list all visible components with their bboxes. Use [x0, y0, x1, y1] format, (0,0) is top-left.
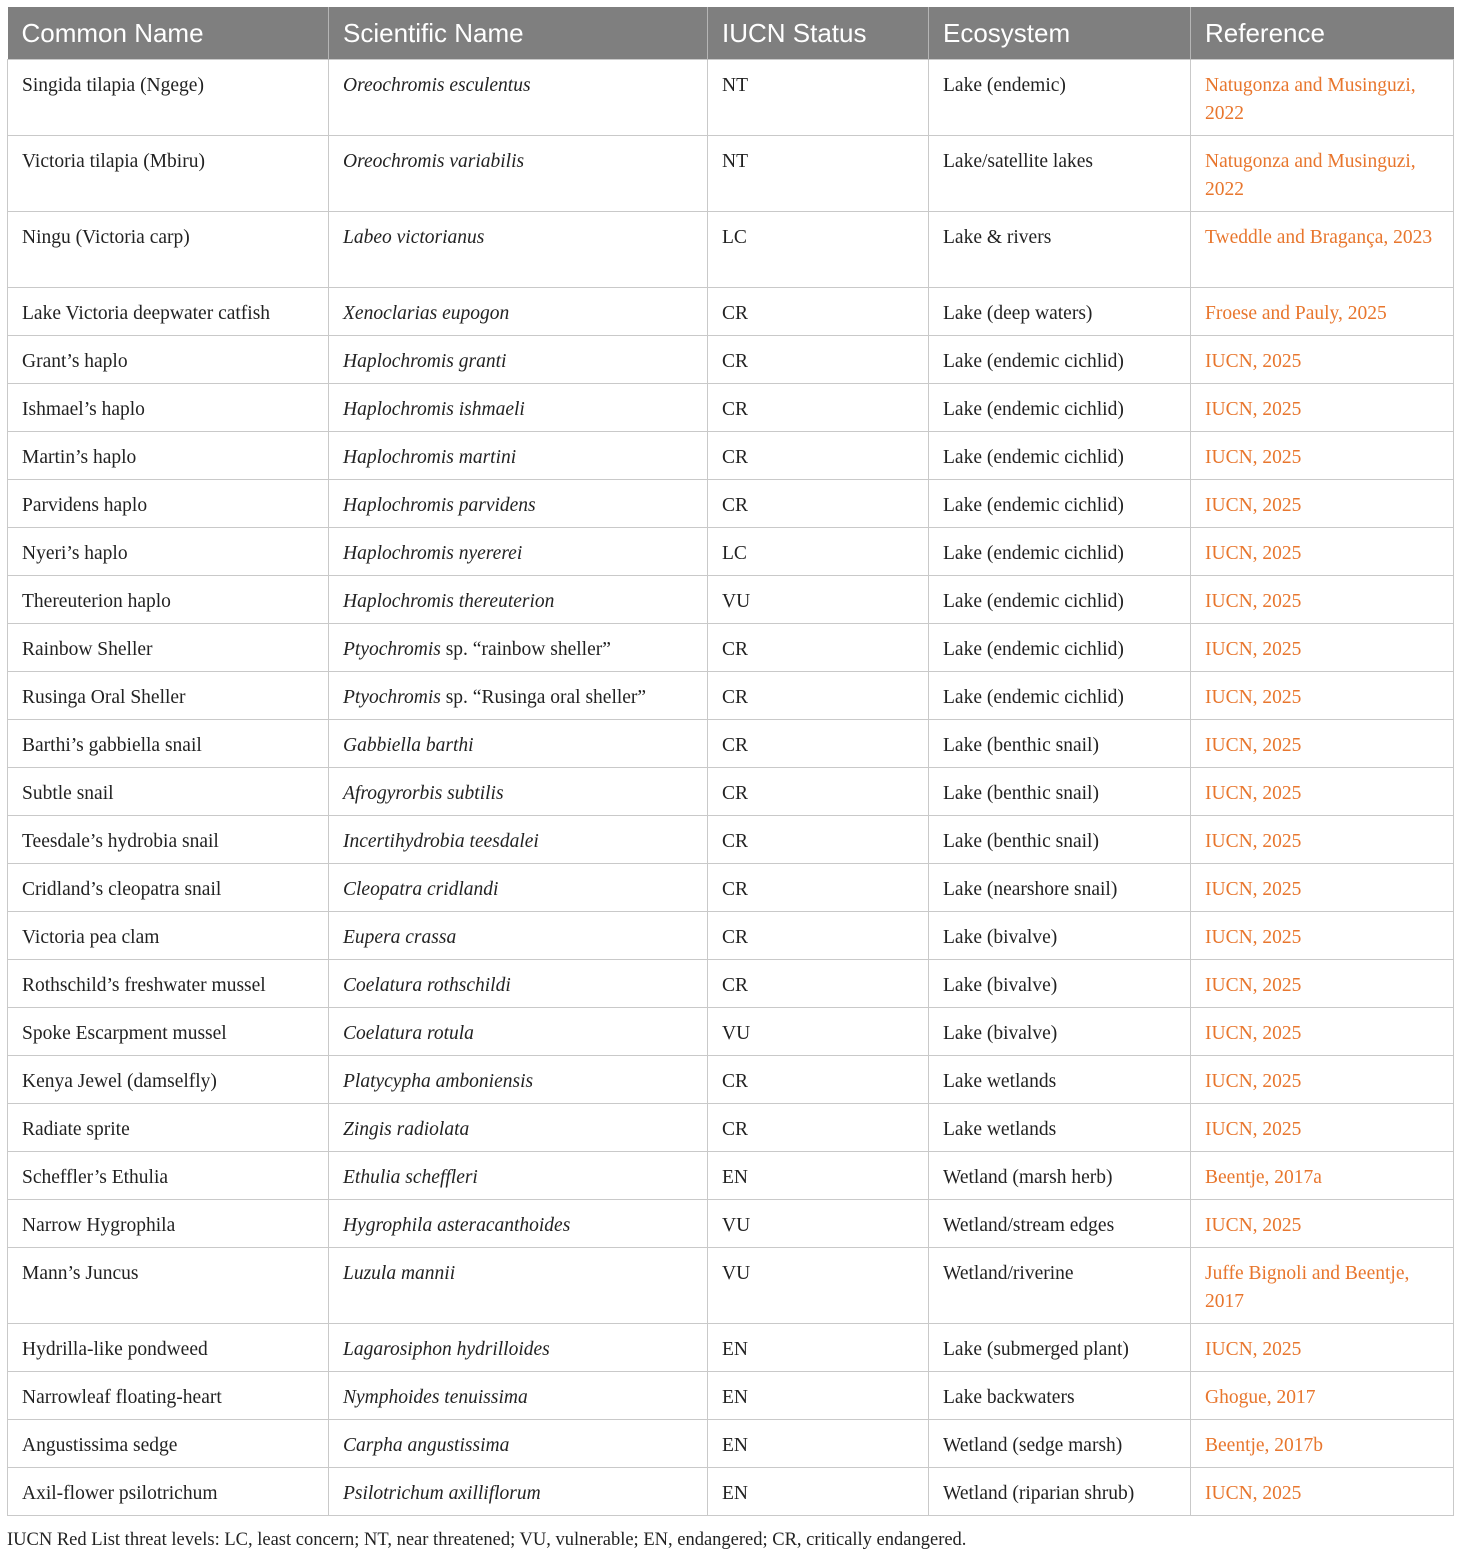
- common-name-cell: Grant’s haplo: [8, 336, 329, 384]
- scientific-name-text: Labeo victorianus: [343, 227, 485, 248]
- iucn-status-cell: EN: [708, 1372, 929, 1420]
- scientific-name-cell: [329, 1200, 708, 1248]
- iucn-status-cell: CR: [708, 912, 929, 960]
- scientific-name-cell: [329, 1372, 708, 1420]
- header-ecosystem: Ecosystem: [929, 7, 1191, 60]
- common-name-cell: Mann’s Juncus: [8, 1248, 329, 1324]
- reference-link[interactable]: Froese and Pauly, 2025: [1191, 288, 1454, 336]
- scientific-name-text: Haplochromis thereuterion: [343, 591, 555, 612]
- ecosystem-cell: Lake (endemic cichlid): [929, 480, 1191, 528]
- reference-link[interactable]: IUCN, 2025: [1191, 672, 1454, 720]
- iucn-status-cell: NT: [708, 136, 929, 212]
- iucn-status-cell: CR: [708, 864, 929, 912]
- reference-link[interactable]: IUCN, 2025: [1191, 960, 1454, 1008]
- table-row: [8, 336, 1454, 384]
- iucn-status-cell: EN: [708, 1324, 929, 1372]
- table-row: [8, 624, 1454, 672]
- ecosystem-cell: Lake (benthic snail): [929, 768, 1191, 816]
- table-row: [8, 136, 1454, 212]
- reference-link[interactable]: IUCN, 2025: [1191, 720, 1454, 768]
- common-name-cell: Narrowleaf floating-heart: [8, 1372, 329, 1420]
- scientific-name-cell: [329, 960, 708, 1008]
- table-row: [8, 912, 1454, 960]
- table-row: [8, 1008, 1454, 1056]
- scientific-name-cell: [329, 212, 708, 288]
- common-name-cell: Axil-flower psilotrichum: [8, 1468, 329, 1516]
- reference-link[interactable]: IUCN, 2025: [1191, 768, 1454, 816]
- reference-link[interactable]: IUCN, 2025: [1191, 1468, 1454, 1516]
- reference-link[interactable]: IUCN, 2025: [1191, 336, 1454, 384]
- scientific-name-cell: [329, 1104, 708, 1152]
- table-row: [8, 212, 1454, 288]
- iucn-status-cell: EN: [708, 1152, 929, 1200]
- ecosystem-cell: Lake (endemic cichlid): [929, 528, 1191, 576]
- common-name-cell: Angustissima sedge: [8, 1420, 329, 1468]
- scientific-name-text: Hygrophila asteracanthoides: [343, 1215, 571, 1236]
- scientific-name-qualifier: sp. “rainbow sheller”: [440, 639, 611, 660]
- scientific-name-qualifier: sp. “Rusinga oral sheller”: [440, 687, 647, 708]
- reference-link[interactable]: IUCN, 2025: [1191, 576, 1454, 624]
- iucn-status-cell: CR: [708, 768, 929, 816]
- iucn-status-cell: CR: [708, 672, 929, 720]
- scientific-name-text: Lagarosiphon hydrilloides: [343, 1339, 550, 1360]
- scientific-name-text: Psilotrichum axilliflorum: [343, 1483, 541, 1504]
- common-name-cell: Teesdale’s hydrobia snail: [8, 816, 329, 864]
- ecosystem-cell: Lake wetlands: [929, 1056, 1191, 1104]
- ecosystem-cell: Lake (bivalve): [929, 1008, 1191, 1056]
- table-footnote: IUCN Red List threat levels: LC, least concern; NT, near threatened; VU, vulnerable; EN, endangered; CR, critically endangered.: [7, 1530, 967, 1550]
- iucn-status-cell: CR: [708, 816, 929, 864]
- common-name-cell: Singida tilapia (Ngege): [8, 60, 329, 136]
- ecosystem-cell: Lake (endemic cichlid): [929, 672, 1191, 720]
- reference-link[interactable]: IUCN, 2025: [1191, 912, 1454, 960]
- table-header-row: [8, 7, 1454, 60]
- table-row: [8, 1200, 1454, 1248]
- iucn-status-cell: NT: [708, 60, 929, 136]
- ecosystem-cell: Lake (bivalve): [929, 960, 1191, 1008]
- reference-link[interactable]: IUCN, 2025: [1191, 1104, 1454, 1152]
- ecosystem-cell: Lake (benthic snail): [929, 720, 1191, 768]
- scientific-name-cell: [329, 1468, 708, 1516]
- reference-link[interactable]: Ghogue, 2017: [1191, 1372, 1454, 1420]
- scientific-name-text: Incertihydrobia teesdalei: [343, 831, 539, 852]
- scientific-name-text: Cleopatra cridlandi: [343, 879, 499, 900]
- scientific-name-cell: [329, 576, 708, 624]
- iucn-status-cell: VU: [708, 1200, 929, 1248]
- table-row: [8, 1324, 1454, 1372]
- ecosystem-cell: Wetland/riverine: [929, 1248, 1191, 1324]
- table-row: [8, 864, 1454, 912]
- iucn-status-cell: CR: [708, 624, 929, 672]
- common-name-cell: Ishmael’s haplo: [8, 384, 329, 432]
- common-name-cell: Victoria pea clam: [8, 912, 329, 960]
- common-name-cell: Nyeri’s haplo: [8, 528, 329, 576]
- common-name-cell: Ningu (Victoria carp): [8, 212, 329, 288]
- scientific-name-cell: [329, 816, 708, 864]
- scientific-name-cell: [329, 720, 708, 768]
- common-name-cell: Rusinga Oral Sheller: [8, 672, 329, 720]
- ecosystem-cell: Lake (endemic cichlid): [929, 336, 1191, 384]
- ecosystem-cell: Lake (endemic cichlid): [929, 576, 1191, 624]
- ecosystem-cell: Lake (submerged plant): [929, 1324, 1191, 1372]
- scientific-name-cell: [329, 768, 708, 816]
- scientific-name-cell: [329, 480, 708, 528]
- reference-link[interactable]: Beentje, 2017b: [1191, 1420, 1454, 1468]
- scientific-name-cell: [329, 912, 708, 960]
- iucn-status-cell: CR: [708, 1104, 929, 1152]
- table-row: [8, 60, 1454, 136]
- iucn-status-cell: CR: [708, 960, 929, 1008]
- scientific-name-cell: [329, 528, 708, 576]
- ecosystem-cell: Lake/satellite lakes: [929, 136, 1191, 212]
- iucn-status-cell: CR: [708, 480, 929, 528]
- scientific-name-text: Gabbiella barthi: [343, 735, 474, 756]
- common-name-cell: Thereuterion haplo: [8, 576, 329, 624]
- scientific-name-text: Afrogyrorbis subtilis: [343, 783, 504, 804]
- scientific-name-text: Eupera crassa: [343, 927, 457, 948]
- iucn-status-cell: EN: [708, 1420, 929, 1468]
- table-row: [8, 816, 1454, 864]
- reference-link[interactable]: Juffe Bignoli and Beentje, 2017: [1191, 1248, 1454, 1324]
- common-name-cell: Victoria tilapia (Mbiru): [8, 136, 329, 212]
- table-row: [8, 432, 1454, 480]
- scientific-name-text: Zingis radiolata: [343, 1119, 470, 1140]
- table-row: [8, 1248, 1454, 1324]
- table-row: [8, 480, 1454, 528]
- reference-link[interactable]: Beentje, 2017a: [1191, 1152, 1454, 1200]
- ecosystem-cell: Lake (nearshore snail): [929, 864, 1191, 912]
- iucn-status-cell: EN: [708, 1468, 929, 1516]
- scientific-name-cell: [329, 60, 708, 136]
- reference-link[interactable]: IUCN, 2025: [1191, 432, 1454, 480]
- common-name-cell: Parvidens haplo: [8, 480, 329, 528]
- common-name-cell: Lake Victoria deepwater catfish: [8, 288, 329, 336]
- scientific-name-cell: [329, 864, 708, 912]
- ecosystem-cell: Lake & rivers: [929, 212, 1191, 288]
- reference-link[interactable]: IUCN, 2025: [1191, 864, 1454, 912]
- reference-link[interactable]: IUCN, 2025: [1191, 1200, 1454, 1248]
- species-table: [7, 7, 1454, 1516]
- ecosystem-cell: Lake backwaters: [929, 1372, 1191, 1420]
- reference-link[interactable]: Tweddle and Bragança, 2023: [1191, 212, 1454, 288]
- scientific-name-cell: [329, 432, 708, 480]
- table-row: [8, 1056, 1454, 1104]
- ecosystem-cell: Lake (endemic cichlid): [929, 432, 1191, 480]
- reference-link[interactable]: IUCN, 2025: [1191, 1008, 1454, 1056]
- scientific-name-cell: [329, 136, 708, 212]
- ecosystem-cell: Lake (deep waters): [929, 288, 1191, 336]
- ecosystem-cell: Lake wetlands: [929, 1104, 1191, 1152]
- table-row: [8, 1420, 1454, 1468]
- scientific-name-text: Oreochromis esculentus: [343, 75, 531, 96]
- common-name-cell: Kenya Jewel (damselfly): [8, 1056, 329, 1104]
- ecosystem-cell: Wetland/stream edges: [929, 1200, 1191, 1248]
- scientific-name-cell: [329, 384, 708, 432]
- common-name-cell: Narrow Hygrophila: [8, 1200, 329, 1248]
- scientific-name-cell: [329, 624, 708, 672]
- ecosystem-cell: Wetland (marsh herb): [929, 1152, 1191, 1200]
- ecosystem-cell: Lake (endemic cichlid): [929, 384, 1191, 432]
- iucn-status-cell: LC: [708, 212, 929, 288]
- common-name-cell: Hydrilla-like pondweed: [8, 1324, 329, 1372]
- header-iucn-status: IUCN Status: [708, 7, 929, 60]
- table-row: [8, 384, 1454, 432]
- table-row: [8, 960, 1454, 1008]
- table-row: [8, 528, 1454, 576]
- iucn-status-cell: VU: [708, 576, 929, 624]
- reference-link[interactable]: IUCN, 2025: [1191, 624, 1454, 672]
- common-name-cell: Spoke Escarpment mussel: [8, 1008, 329, 1056]
- ecosystem-cell: Wetland (sedge marsh): [929, 1420, 1191, 1468]
- reference-link[interactable]: IUCN, 2025: [1191, 384, 1454, 432]
- common-name-cell: Cridland’s cleopatra snail: [8, 864, 329, 912]
- scientific-name-cell: [329, 1248, 708, 1324]
- iucn-status-cell: LC: [708, 528, 929, 576]
- scientific-name-text: Haplochromis nyererei: [343, 543, 523, 564]
- table-row: [8, 288, 1454, 336]
- scientific-name-text: Ptyochromis: [343, 687, 441, 708]
- ecosystem-cell: Lake (benthic snail): [929, 816, 1191, 864]
- common-name-cell: Rainbow Sheller: [8, 624, 329, 672]
- scientific-name-cell: [329, 1008, 708, 1056]
- table-row: [8, 720, 1454, 768]
- scientific-name-text: Oreochromis variabilis: [343, 151, 525, 172]
- reference-link[interactable]: IUCN, 2025: [1191, 1056, 1454, 1104]
- ecosystem-cell: Lake (bivalve): [929, 912, 1191, 960]
- scientific-name-text: Ptyochromis: [343, 639, 441, 660]
- scientific-name-cell: [329, 1324, 708, 1372]
- table-row: [8, 576, 1454, 624]
- scientific-name-text: Haplochromis parvidens: [343, 495, 536, 516]
- common-name-cell: Martin’s haplo: [8, 432, 329, 480]
- reference-link[interactable]: Natugonza and Musinguzi, 2022: [1191, 136, 1454, 212]
- reference-link[interactable]: IUCN, 2025: [1191, 528, 1454, 576]
- reference-link[interactable]: Natugonza and Musinguzi, 2022: [1191, 60, 1454, 136]
- reference-link[interactable]: IUCN, 2025: [1191, 480, 1454, 528]
- common-name-cell: Radiate sprite: [8, 1104, 329, 1152]
- header-common-name: Common Name: [8, 7, 329, 60]
- scientific-name-cell: [329, 336, 708, 384]
- iucn-status-cell: VU: [708, 1008, 929, 1056]
- iucn-status-cell: VU: [708, 1248, 929, 1324]
- scientific-name-cell: [329, 288, 708, 336]
- scientific-name-text: Haplochromis ishmaeli: [343, 399, 525, 420]
- table-row: [8, 1152, 1454, 1200]
- scientific-name-text: Haplochromis martini: [343, 447, 517, 468]
- table-body: [8, 60, 1454, 1516]
- common-name-cell: Subtle snail: [8, 768, 329, 816]
- common-name-cell: Barthi’s gabbiella snail: [8, 720, 329, 768]
- scientific-name-cell: [329, 1420, 708, 1468]
- ecosystem-cell: Wetland (riparian shrub): [929, 1468, 1191, 1516]
- scientific-name-text: Coelatura rothschildi: [343, 975, 511, 996]
- ecosystem-cell: Lake (endemic cichlid): [929, 624, 1191, 672]
- table-row: [8, 672, 1454, 720]
- reference-link[interactable]: IUCN, 2025: [1191, 816, 1454, 864]
- scientific-name-text: Ethulia scheffleri: [343, 1167, 478, 1188]
- scientific-name-text: Nymphoides tenuissima: [343, 1387, 528, 1408]
- scientific-name-cell: [329, 672, 708, 720]
- scientific-name-text: Luzula mannii: [343, 1263, 456, 1284]
- common-name-cell: Rothschild’s freshwater mussel: [8, 960, 329, 1008]
- iucn-status-cell: CR: [708, 336, 929, 384]
- iucn-status-cell: CR: [708, 288, 929, 336]
- scientific-name-text: Coelatura rotula: [343, 1023, 474, 1044]
- header-scientific-name: Scientific Name: [329, 7, 708, 60]
- ecosystem-cell: Lake (endemic): [929, 60, 1191, 136]
- scientific-name-text: Haplochromis granti: [343, 351, 507, 372]
- scientific-name-text: Platycypha amboniensis: [343, 1071, 534, 1092]
- scientific-name-cell: [329, 1056, 708, 1104]
- species-table-wrapper: [7, 7, 1453, 1516]
- iucn-status-cell: CR: [708, 384, 929, 432]
- scientific-name-text: Carpha angustissima: [343, 1435, 510, 1456]
- iucn-status-cell: CR: [708, 1056, 929, 1104]
- table-row: [8, 768, 1454, 816]
- iucn-status-cell: CR: [708, 432, 929, 480]
- header-reference: Reference: [1191, 7, 1454, 60]
- table-row: [8, 1104, 1454, 1152]
- common-name-cell: Scheffler’s Ethulia: [8, 1152, 329, 1200]
- scientific-name-cell: [329, 1152, 708, 1200]
- table-row: [8, 1372, 1454, 1420]
- scientific-name-text: Xenoclarias eupogon: [343, 303, 510, 324]
- reference-link[interactable]: IUCN, 2025: [1191, 1324, 1454, 1372]
- table-row: [8, 1468, 1454, 1516]
- iucn-status-cell: CR: [708, 720, 929, 768]
